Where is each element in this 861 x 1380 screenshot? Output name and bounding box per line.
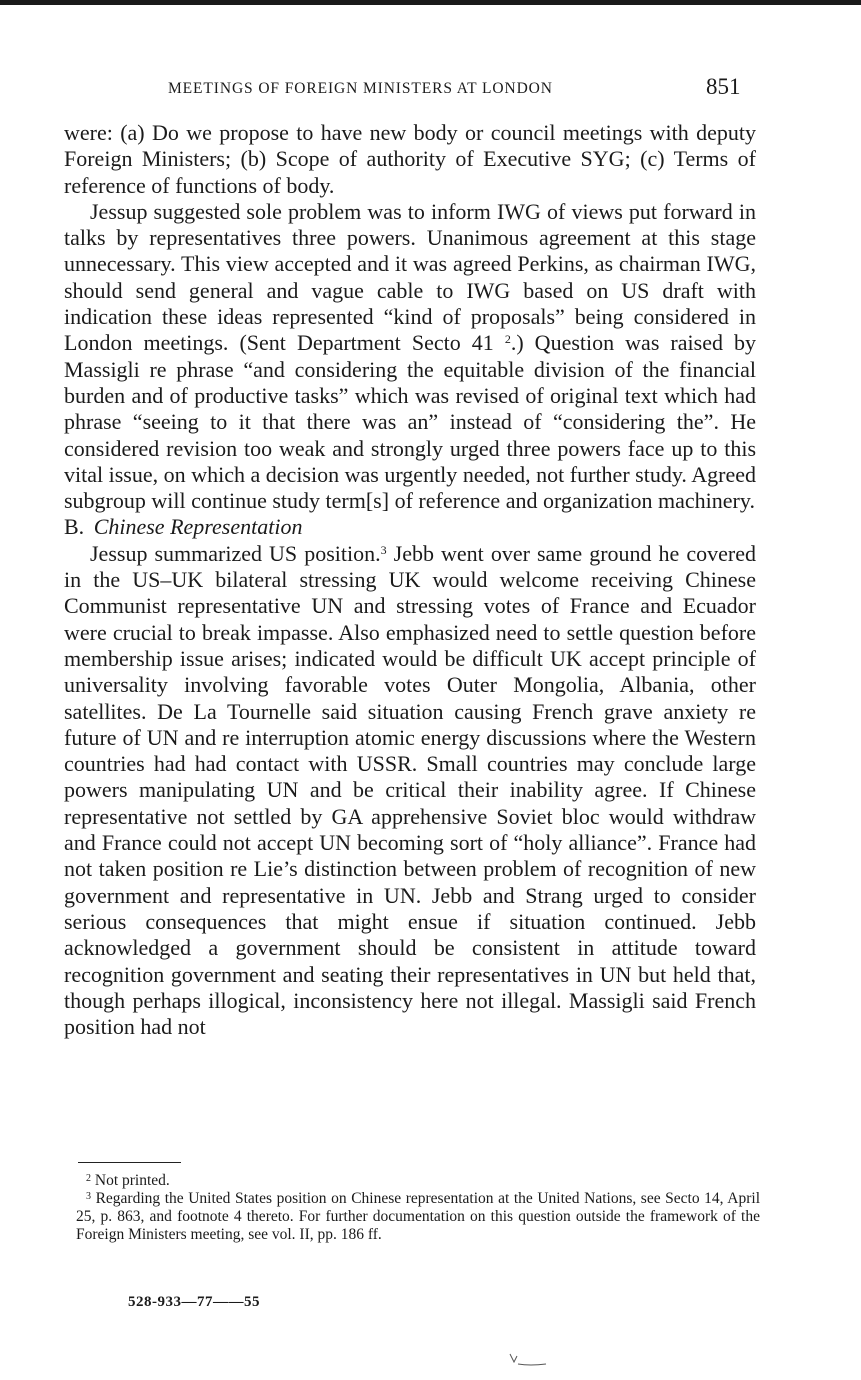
- footnote-divider: [78, 1162, 181, 1163]
- running-head: [0, 74, 861, 104]
- footnotes: [76, 1172, 760, 1244]
- running-title: MEETINGS OF FOREIGN MINISTERS AT LONDON: [168, 80, 553, 97]
- body-text: [64, 120, 756, 1040]
- paragraph-text: Jessup summarized US position.: [90, 540, 381, 566]
- footnote-ref-2[interactable]: 2: [504, 332, 511, 347]
- paragraph-continuation: were: (a) Do we propose to have new body or council meetings with deputy Foreign Ministers; (b) Scope of authority of Executive SYG; (c) Terms of reference of functions of body.: [64, 120, 756, 198]
- section-title: Chinese Representation: [93, 514, 303, 540]
- footnote-3: [76, 1190, 760, 1244]
- footnote-2: [76, 1172, 760, 1190]
- paragraph-jessup-iwg: [64, 199, 756, 515]
- print-code: 528-933—77——55: [128, 1294, 260, 1310]
- footnote-text: Not printed.: [94, 1172, 170, 1189]
- paragraph-chinese-representation: [64, 541, 756, 1041]
- footnote-marker: 3: [86, 1191, 91, 1202]
- section-heading-chinese-representation: [64, 514, 756, 540]
- ink-smudge: [508, 1352, 548, 1368]
- footnote-marker: 2: [86, 1173, 91, 1184]
- paragraph-text: Jebb went over same ground he covered in the US–UK bilateral stressing UK would welcome receiving Chinese Communist representative UN and stressing votes of France and Ecuador were crucial to break impasse. Also emphasized need to settle question before membership issue arises; indicated would be difficult UK accept principle of universality involving favorable votes Outer Mongolia, Albania, other satellites. De La Tournelle said situation causing French grave anxiety re future of UN and re interruption atomic energy discussions where the Western countries had had contact with USSR. Small countries may conclude large powers manipulating UN and be critical their inability agree. If Chinese representative not settled by GA apprehensive Soviet bloc would withdraw and France could not accept UN becoming sort of “holy alliance”. France had not taken position re Lie’s distinction between problem of recognition of new government and representative in UN. Jebb and Strang urged to consider serious consequences that might ensue if situation continued. Jebb acknowledged a government should be consistent in attitude toward recognition government and seating their representatives in UN but held that, though perhaps illogical, inconsistency here not illegal. Massigli said French position had not: [64, 540, 756, 1040]
- paragraph-text: .) Question was raised by Massigli re phrase “and considering the equitable division of the financial burden and of productive tasks” which was revised of original text which had phrase “seeing to it that there was an” instead of “considering the”. He considered revision too weak and strongly urged three powers face up to this vital issue, on which a decision was urgently needed, not further study. Agreed subgroup will continue study term[s] of reference and organization machinery.: [64, 330, 757, 514]
- footnote-text: Regarding the United States position on Chinese representation at the United Nations, see Secto 14, April 25, p. 863, and footnote 4 thereto. For further documentation on this question outside the framework of the Foreign Ministers meeting, see vol. II, pp. 186 ff.: [76, 1190, 760, 1243]
- top-border-rule: [0, 0, 861, 5]
- page-number: 851: [706, 74, 741, 99]
- paragraph-text: Jessup suggested sole problem was to inform IWG of views put forward in talks by representatives three powers. Unanimous agreement at this stage unnecessary. This view accepted and it was agreed Perkins, as chairman IWG, should send general and vague cable to IWG based on US draft with indication these ideas represented “kind of proposals” being considered in London meetings. (Sent Department Secto 41: [64, 198, 756, 356]
- footnote-ref-3[interactable]: 3: [380, 542, 387, 557]
- section-number: B.: [64, 514, 85, 540]
